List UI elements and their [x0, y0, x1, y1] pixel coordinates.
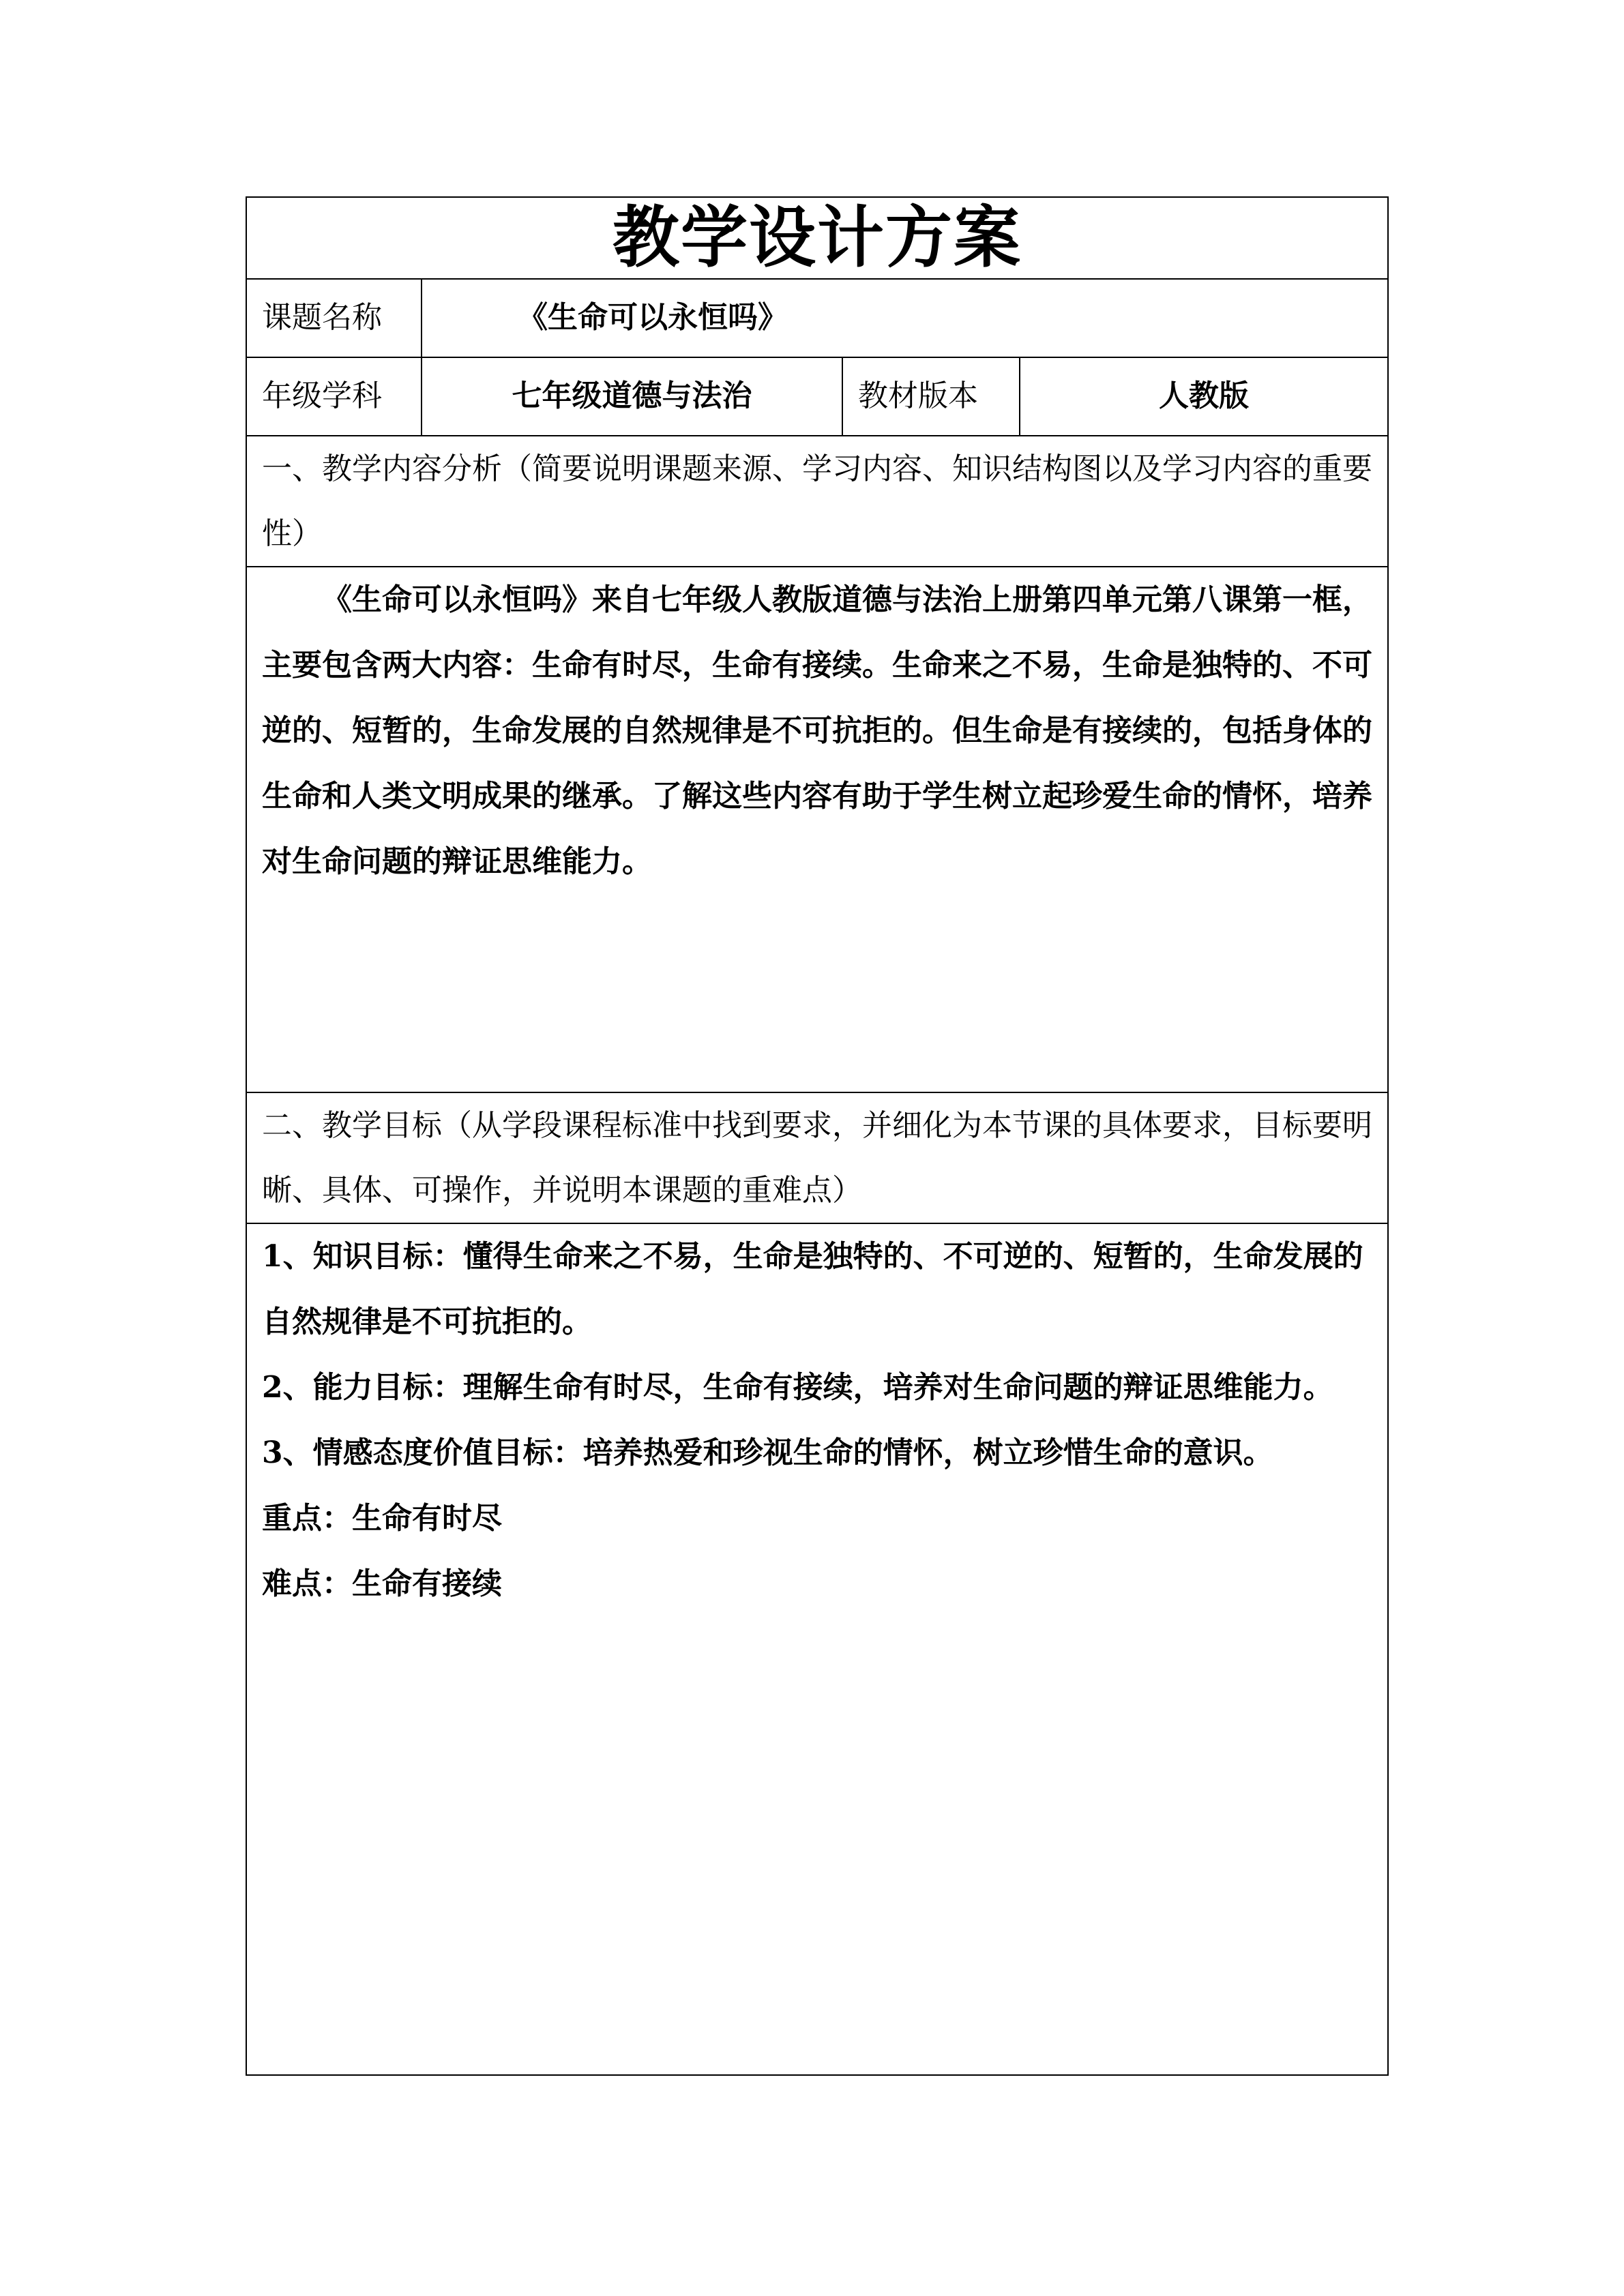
section-2-header: 二、教学目标（从学段课程标准中找到要求，并细化为本节课的具体要求，目标要明晰、具体、可操作，并说明本课题的重难点）	[246, 1092, 1388, 1223]
key-point: 重点：生命有时尽	[262, 1500, 502, 1536]
goal-ability: 2、能力目标：理解生命有时尽，生命有接续，培养对生命问题的辩证思维能力。	[262, 1369, 1333, 1405]
lesson-plan-table	[246, 196, 1389, 2076]
difficult-point: 难点：生命有接续	[262, 1566, 502, 1601]
edition-label: 教材版本	[842, 357, 1020, 436]
document-title: 教学设计方案	[246, 197, 1388, 279]
grade-subject-value: 七年级道德与法治	[422, 357, 842, 436]
section-1-header: 一、教学内容分析（简要说明课题来源、学习内容、知识结构图以及学习内容的重要性）	[246, 436, 1388, 567]
edition-value: 人教版	[1020, 357, 1388, 436]
goal-emotion: 3、情感态度价值目标：培养热爱和珍视生命的情怀，树立珍惜生命的意识。	[262, 1435, 1273, 1470]
section-2-content	[246, 1223, 1388, 2075]
goal-knowledge: 1、知识目标：懂得生命来之不易，生命是独特的、不可逆的、短暂的，生命发展的自然规律是不可抗拒的。	[262, 1238, 1363, 1339]
topic-value: 《生命可以永恒吗》	[422, 279, 1388, 357]
topic-label: 课题名称	[246, 279, 422, 357]
section-1-content: 《生命可以永恒吗》来自七年级人教版道德与法治上册第四单元第八课第一框，主要包含两大内容：生命有时尽，生命有接续。生命来之不易，生命是独特的、不可逆的、短暂的，生命发展的自然规律是不可抗拒的。但生命是有接续的，包括身体的生命和人类文明成果的继承。了解这些内容有助于学生树立起珍爱生命的情怀，培养对生命问题的辩证思维能力。	[246, 567, 1388, 1092]
grade-subject-label: 年级学科	[246, 357, 422, 436]
